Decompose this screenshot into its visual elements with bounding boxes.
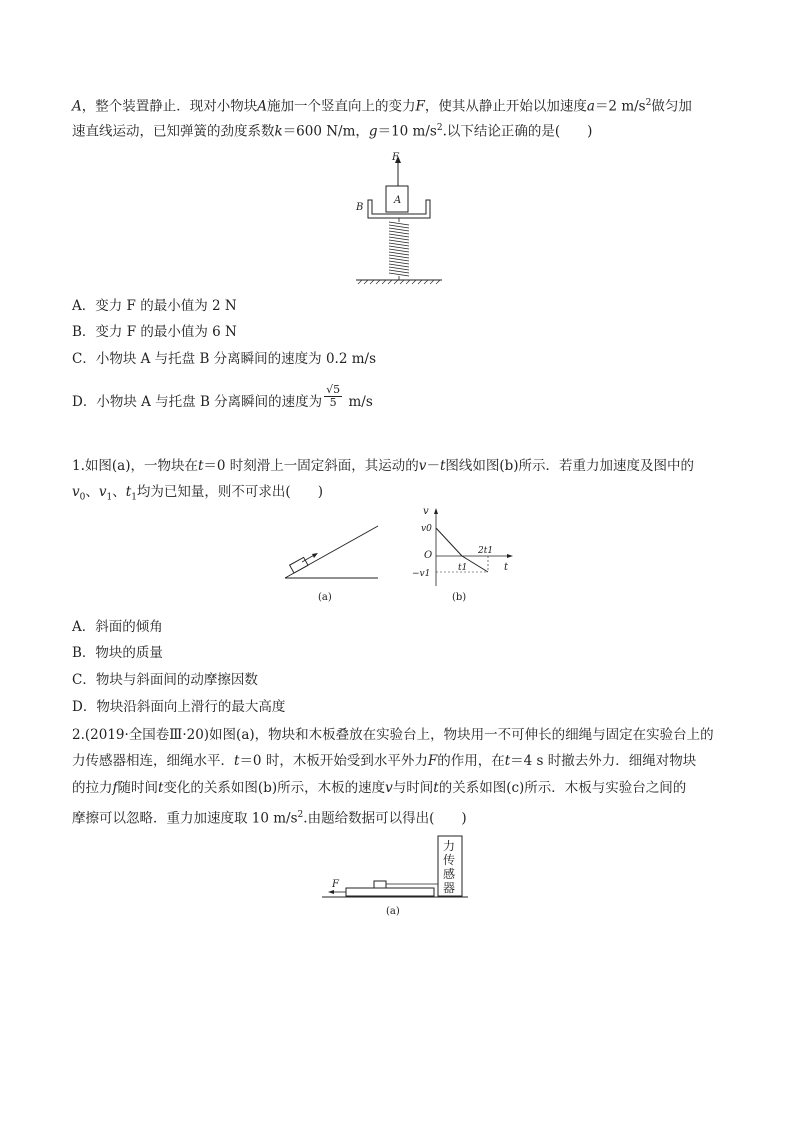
text: ＝2 m/s [594,98,646,115]
arrow-head [328,890,334,894]
var-t: t [504,753,511,769]
text: 的作用，在 [437,753,505,769]
var-t: t [234,753,240,769]
label-t: t [504,562,509,573]
sensor-figure [322,834,472,924]
q1-line-2 [72,484,323,506]
text: 速直线运动，已知弹簧的劲度系数 [72,123,275,140]
label-2t1: 2t1 [478,546,494,556]
text: .以下结论正确的是( ) [442,123,593,140]
var-v: v [72,484,80,500]
q1-option-d: D．物块沿斜面向上滑行的最大高度 [72,699,286,715]
var-t: t [125,484,132,500]
ground-hatch [358,280,440,284]
denominator: 5 [329,396,337,409]
block [374,881,386,888]
text: 、 [112,484,126,500]
text: 做匀加 [651,98,692,115]
var-f: f [112,780,118,796]
q2-line-1: 2.(2019·全国卷Ⅲ·20)如图(a)，物块和木板叠放在实验台上，物块用一不可伸长的细绳与固定在实验台上的 [72,727,714,743]
text: 力传感器相连，细绳水平． [72,753,234,769]
var-v: v [385,780,393,796]
label-v0: v0 [421,524,432,534]
q1-option-c: C．物块与斜面间的动摩擦因数 [72,672,258,688]
q2-line-4 [72,807,467,827]
text: 1.如图(a)，一物块在 [72,458,198,474]
q0-line-1 [72,95,692,115]
q0-option-b: B．变力 F 的最小值为 6 N [72,324,237,340]
var-k: k [274,123,283,140]
var-A: A [72,98,82,115]
var-g: g [368,123,378,140]
q0-option-d [72,383,373,415]
text: 的拉力 [72,780,113,796]
caption-a: (a) [386,906,400,917]
text: 、 [85,484,99,500]
text: 随时间 [117,780,158,796]
superscript: 2 [645,98,652,108]
label-F: F [392,152,399,163]
var-A: A [257,98,267,115]
label-v: v [423,506,429,517]
subscript: 0 [79,492,86,503]
var-t: t [158,780,164,796]
label-t1: t1 [458,563,468,573]
label-B: B [356,202,364,213]
vt-graph [412,506,528,606]
q0-line-2 [72,120,592,140]
q0-option-a: A．变力 F 的最小值为 2 N [72,298,237,314]
superscript: 2 [297,810,304,820]
arrow-head [507,554,513,558]
text: ＝0 时，木板开始受到水平外力 [239,753,428,769]
text: ＝600 N/m， [282,123,369,140]
spring-figure [350,148,450,288]
var-F: F [427,753,438,769]
graph-segment-1 [436,528,462,556]
text: 变化的关系如图(b)所示，木板的速度 [163,780,386,796]
sensor-char-3: 感 [443,867,456,881]
caption-a: (a) [318,592,332,603]
var-F: F [415,98,425,115]
text: .由题给数据可以得出( ) [303,810,467,827]
label-O: O [424,550,433,561]
sensor-char-2: 传 [443,853,456,867]
text: ＝4 s 时撤去外力．细绳对物块 [510,753,697,769]
var-t: t [439,458,446,474]
q1-line-1 [72,458,694,474]
arrow-head [312,553,318,558]
text: ＝0 时刻滑上一固定斜面，其运动的 [203,458,419,474]
q2-line-2 [72,753,696,769]
sensor-char-1: 力 [443,839,456,853]
q0-option-c: C．小物块 A 与托盘 B 分离瞬间的速度为 0.2 m/s [72,351,376,367]
text: ，使其从静止开始以加速度 [424,98,587,115]
text: 的关系如图(c)所示．木板与实验台之间的 [438,780,687,796]
text: ，整个装置静止．现对小物块 [81,98,258,115]
arrow-head [434,508,438,514]
unit: m/s [348,394,373,410]
spring [389,218,409,280]
incline-figure [280,518,380,608]
superscript: 2 [436,123,443,133]
text: 图线如图(b)所示．若重力加速度及图中的 [445,458,695,474]
text: － [426,458,440,474]
var-t: t [433,780,439,796]
var-a: a [586,98,595,115]
text: 施加一个竖直向上的变力 [267,98,416,115]
text: 均为已知量，则不可求出( ) [136,484,323,500]
var-v: v [418,458,427,474]
label-F: F [332,879,339,890]
q1-option-b: B．物块的质量 [72,645,163,661]
fraction [324,384,342,409]
caption-b: (b) [452,592,467,603]
q2-line-3 [72,780,686,796]
sensor-char-4: 器 [443,881,456,895]
text: 摩擦可以忽略．重力加速度取 10 m/s [72,810,298,827]
subscript: 1 [106,492,113,503]
var-t: t [197,458,204,474]
var-v: v [98,484,107,500]
q1-option-a: A．斜面的倾角 [72,619,163,635]
label-A: A [394,195,402,206]
board [346,888,434,896]
option-d-text: D．小物块 A 与托盘 B 分离瞬间的速度为 [72,394,323,410]
subscript: 1 [131,492,137,503]
text: ＝10 m/s [377,123,437,140]
label-minus-v1: −v1 [412,569,431,579]
numerator: √5 [326,383,341,396]
text: 与时间 [392,780,434,796]
